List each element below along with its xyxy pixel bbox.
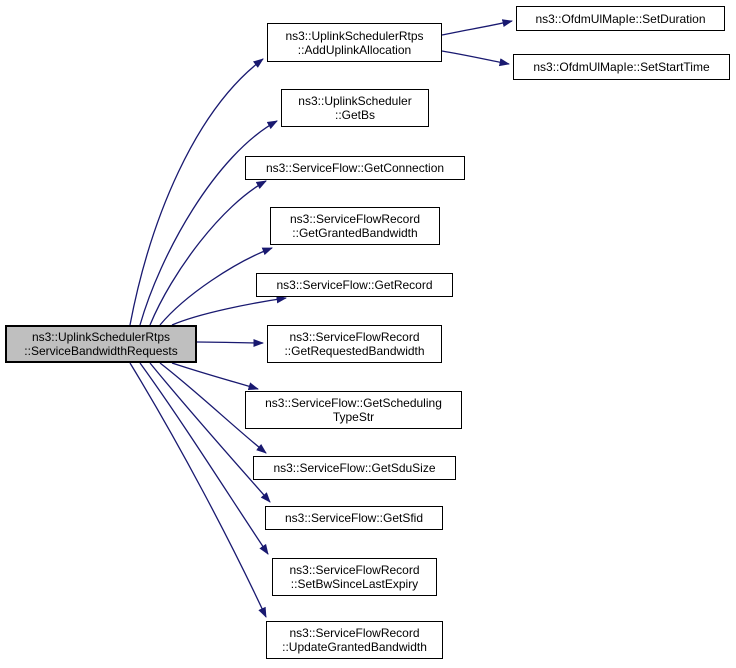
node-label-line: ns3::ServiceFlow::GetSduSize [273,461,436,475]
edge-service-bandwidth-requests-to-add-uplink-allocation [130,59,263,325]
node-label-line: ::GetBs [334,108,375,122]
node-set-duration[interactable] [516,6,725,31]
node-set-start-time[interactable] [513,54,730,80]
node-label-line: ns3::ServiceFlowRecord [289,212,421,226]
node-label-line: ns3::UplinkScheduler [298,94,412,108]
edge-add-uplink-allocation-to-set-start-time [442,51,509,64]
node-label-line: ns3::UplinkSchedulerRtps [285,28,424,43]
node-get-sdu-size[interactable] [253,456,456,480]
edge-service-bandwidth-requests-to-get-record [172,298,286,325]
edge-add-uplink-allocation-to-set-duration [442,21,512,35]
node-label-line: TypeStr [332,410,375,424]
edge-service-bandwidth-requests-to-get-connection [150,181,266,325]
node-update-granted-bandwidth[interactable] [266,621,443,659]
node-label-line: ns3::ServiceFlow::GetRecord [276,278,433,292]
node-label-line: ns3::OfdmUlMapIe::SetDuration [535,11,706,26]
node-add-uplink-allocation[interactable] [267,23,442,62]
node-label-line: ns3::ServiceFlowRecord [289,330,420,344]
node-get-sfid[interactable] [265,506,443,530]
node-label-line: ns3::ServiceFlowRecord [289,626,420,640]
node-label-line: ::GetRequestedBandwidth [284,344,425,358]
node-get-granted-bandwidth[interactable] [270,207,440,245]
node-get-record[interactable] [256,273,453,297]
node-label-line: ns3::ServiceFlowRecord [289,563,420,577]
edge-service-bandwidth-requests-to-get-requested-bandwidth [197,342,263,343]
node-label-line: ns3::ServiceFlow::GetScheduling [265,396,442,410]
node-get-requested-bandwidth[interactable] [267,325,442,363]
node-get-connection[interactable] [245,156,465,180]
node-label-line: ns3::ServiceFlow::GetConnection [265,161,445,175]
edge-service-bandwidth-requests-to-get-sfid [150,363,270,502]
edge-service-bandwidth-requests-to-get-scheduling-typestr [172,363,258,389]
node-label-line: ::AddUplinkAllocation [297,42,412,57]
node-label-line: ::GetGrantedBandwidth [292,226,418,240]
node-label-line: ns3::UplinkSchedulerRtps [31,330,171,344]
node-get-bs[interactable] [281,89,429,127]
node-label-line: ::ServiceBandwidthRequests [24,344,178,358]
node-set-bw-since-last-expiry[interactable] [272,558,437,596]
node-label-line: ns3::ServiceFlow::GetSfid [284,511,424,525]
node-label-line: ::SetBwSinceLastExpiry [290,577,419,591]
node-label-line: ns3::OfdmUlMapIe::SetStartTime [533,60,710,74]
node-service-bandwidth-requests [5,325,197,363]
node-get-scheduling-typestr[interactable] [245,391,462,429]
node-label-line: ::UpdateGrantedBandwidth [282,640,427,654]
